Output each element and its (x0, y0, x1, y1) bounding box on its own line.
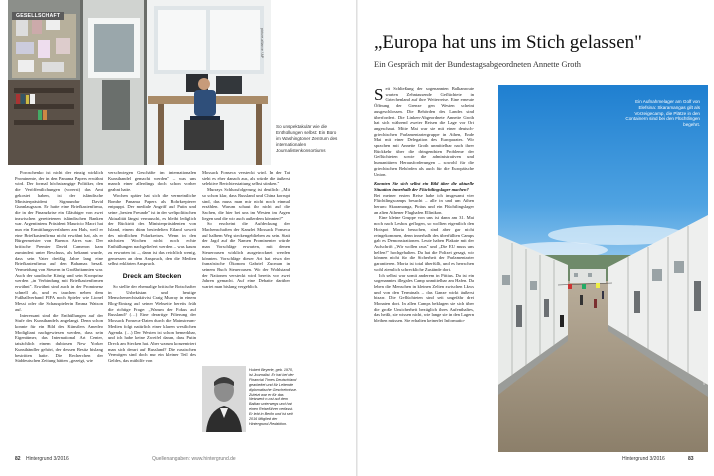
photo-caption: So unspektakulär wie die Enthüllungen selbst: Ein Büro im Washingtoner Zentrum des internationalen Journalistenkonsortiums (276, 124, 338, 153)
headline: „Europa hat uns im Stich gelassen" (374, 32, 642, 53)
paragraph: Mossack Fonseca versteckt wird. In der Tat sieht es eher danach aus, als würde die äußerst selektive Berichterstattung selbst stinken." (202, 170, 290, 187)
paragraph: Murrays Schlussfolgerung ist deutlich: „Mit so schon klar, dass Russland und China korrupt sind, das muss man mir nicht noch einmal erzählen. Warum schaut ihr nicht auf die Sachen, die hier bei uns im Westen im Argen liegen und die wir auch außerdem könnten?" (202, 187, 290, 221)
photo-credit: picture-alliance / AP (260, 28, 264, 58)
author-bio: Hubert Beyerle, geb. 1970, ist Journalist. Er hat bei der Financial Times Deutschland gearbeitet und für Leitende diplomatische Geschehnisse. Zuletzt war er für das Netzwerk n-ost auf dem Balkan unterwegs und hat einen Reiseführer verfasst. Er lebt in Berlin und ist seit 2016 Mitglied der Hintergrund-Redaktion. (249, 368, 297, 426)
right-page (358, 0, 714, 476)
footer-page-number: 83 (688, 456, 694, 462)
section-label: GESELLSCHAFT (12, 12, 64, 20)
article-column-3 (202, 170, 290, 360)
office-photo (8, 0, 271, 165)
interview-column-1 (374, 86, 474, 452)
article-column-1 (15, 170, 103, 450)
camp-scene-image (498, 85, 708, 452)
paragraph: verschwiegen Geschäfte im internationalen Kunsthandel gemacht werden" – was uns manch einer allerdings doch schon vorher geahnt hatte. (108, 170, 196, 193)
office-scene-image (8, 0, 271, 165)
camp-photo (498, 85, 708, 452)
paragraph: Interessant sind die Enthüllungen auf der Stufe des Kunsthandels angelangt. Denn schon konnte für ein Bild des Künstlers Amedeo Modigliani nachgewiesen werden, dass sein Eigentümer, das International Art Center, tatsächlich einem dubiosen New Yorker Kunsthändler gehört, der dessen Besitz bislang bestritten hatte. Die Recherchen der Süddeutschen Zeitung hätten „gezeigt, wie (15, 312, 103, 364)
paragraph: Poroschenko ist nicht der einzig wirklich Prominente, der in den Panama Papers erwähnt wird. Der formal höchstrangige Politiker, den die Veröffentlichungen (vorerst) das Amt gekostet haben, ist der isländische Ministerpräsident Sigmundur David Gunnlaugsson. Er hatte eine Briefkastenfirma, die in der Finanzkrise ein Gläubiger von zwei inzwischen gerettetenen isländischen Banken war. Argentiniens Präsident Mauricio Macri hat nun ein Ermittlungsverfahren am Hals, weil er eine Briefkastenfirma nicht erwähnt hat, als er Bürgermeister von Buenos Aires war. Der britische Premier David Cameron kam zumindest unter Beschuss, als bekannt wurde, dass sein Vater dreißig Jahre lang eine Briefkastenfirma auf den Bahamas besaß. Vermeidung von Steuern in Großbritannien war. Auch der saudische König und sein Kronprinz werden „in Verbindung mit Briefkastenfirmen erwähnt". Erwähnt sind auch in der Prominenz schnell ab, und es tauchen neben dem Fußballverband FIFA noch Spieler wie Lionel Messi oder die Schauspielerin Emma Watson auf. (15, 170, 103, 312)
subheading: Dreck am Stecken (122, 272, 182, 280)
paragraph: eit Schließung der sogenannten Balkanroute warten Zehntausende Geflüchtete in Griechenland auf ihre Weiterreise. Eine erneute Öffnung der Grenze gen Westen scheint ausgeschlossen. Die Behörden des Landes sind überfordert. Die Linken-Abgeordnete Annette Groth hat sich während zweier Reisen die Lage vor Ort angeschaut. Mitte Mai war sie mit einer deutsch-griechischen Parlamentariergruppe in Athen, Ende Mai mit einer Delegation des Europarates. Wir sprachen mit Annette Groth unmittelbar nach ihrer Rückkehr über die dringendsten Probleme der Geflüchteten sowie die administrativen und humanitären Herausforderungen – sowohl für die griechischen Behörden als auch für die Europäische Union. (374, 86, 474, 177)
footer-page-number: 82 (15, 456, 21, 462)
article-column-2 (108, 170, 196, 450)
author-portrait-image (202, 366, 246, 432)
interview-question: Konnten Sie sich selbst ein Bild über die aktuelle Situation innerhalb der Flüchtlingslager machen? (374, 181, 474, 192)
paragraph: Bei meiner ersten Reise habe ich insgesamt vier Flüchtlingscamps besucht – alle in und um Athen herum: Skaramanga, Piräus und ein Flüchtlingslager an alten Athener Flughafen Ellinikon. (374, 192, 474, 215)
left-page (0, 0, 356, 476)
paragraph: Ich selbst war somit anderem in Pittius. Da ist ein sogenanntes illegales Camp unmittelbar am Hafen. Da leben die Menschen in kleinen Zelten zwischen Lkws und von den Terminals – das Ganze wirkt äußerst bizarr. Die Geflüchteten sind seit ungefähr drei Monaten dort. In allen Camps beklagen sie sich über die große Unsicherheit bezüglich ihres Aufenthaltes, das heißt, sie wissen nicht, wie lange sie in den Lagern bleiben müssen. Sie erhalten keinerlei Informatio- (374, 272, 474, 324)
camp-photo-credit: Annette Groth (702, 363, 706, 385)
paragraph: Wochen später hat sich die vermeintliche Bombe Panama Papers als Rohrkrepierer entpuppt. Der mediale Angriff auf Putin und seine „besten Freunde" ist in der weltpolitischen Aktualität längst verrauscht, es bleibt lediglich der Rücktritt des Ministerpräsidenten von Island, einem dünn besiedelten Eiland soweit des nördlichen Polarkreises. Wenn in den nächsten Wochen nicht noch echte Enthüllungen nachgeliefert werden – was kaum zu erwarten ist –, dann ist das reichlich wenig, gemessen an dem Anspruch, den die Medien selbst erklärten Anspruch. (108, 192, 196, 267)
subheadline: Ein Gespräch mit der Bundestagsabgeordneten Annette Groth (374, 60, 581, 69)
footer-issue: Hintergrund 3/2016 (622, 456, 665, 462)
footer-issue: Hintergrund 3/2016 (26, 456, 69, 462)
dropcap: S (374, 86, 384, 104)
author-photo (202, 366, 246, 432)
paragraph: So erscheint die Aufdeckung der Machenschaften der Kanzlei Mossack Fonseca auf halbem Weg steckengeblieben zu sein. Statt der Jagd auf die Namen Prominenter würde man Vorschläge erwarten, mit denen Steueroasen wirklich ausgetrocknet werden könnten. Vorschläge dieser Art hat etwa der französische Ökonom Gabriel Zucman in seinem Buch Steueroasen. Wo der Wohlstand der Nationen versteckt wird bereits vor zwei Jahren gemacht. Auf eine Debatte darüber wartet man bislang vergeblich. (202, 221, 290, 290)
camp-photo-caption: Ein Aufnahmelager am Golf von Elefsina: Skaramangas gilt als Vorzeigecamp, die Plätze in den Containern sind bei den Flüchtlingen begehrt. (625, 99, 700, 128)
footer-sources-link[interactable]: Quellenangaben: www.hintergrund.de (152, 456, 236, 462)
paragraph: Eine kleine Gruppe von uns ist dann am 31. Mai noch nach Lesbos geflogen, so wollten eigentlich den Hotspot Moria besuchen, sind aber gar nicht reingekommen, denn innerhalb des überfüllten Camps gab es Demonstrationen. Leute haben Plakate mit der Aufschrift „Wir wollen raus" und „Die EU muss uns helfen!" hochgehalten. Da hat die Polizei gesagt, wir können nicht für die Sicherheit der Parlamentarier garantieren. Moria ist total überfüllt, und es herrschen wohl ziemlich schreckliche Zustände dort. (374, 215, 474, 272)
paragraph: So stellte der ehemalige britische Botschafter in Usbekistan und heutige Menschenrechtsaktivist Craig Murray in einem Blog-Eintrag auf seiner Webseite bereits früh die richtige Frage: „Warum der Fokus auf Russland? (…) Eine derartige Filterung der Mossack Fonseca-Daten durch die Mainstream-Medien folgt natürlich einer klaren westlichen Agenda. (…) Der Westen ist schon bemerkbar, und ich habe keine Zweifel daran, dass Putin Dreck am Stecken hat. Aber warum konzentriert man sich derart auf Russland? Die russischen Vermögen sind doch nur ein kleiner Teil des Geldes, das mithilfe von (108, 283, 196, 364)
